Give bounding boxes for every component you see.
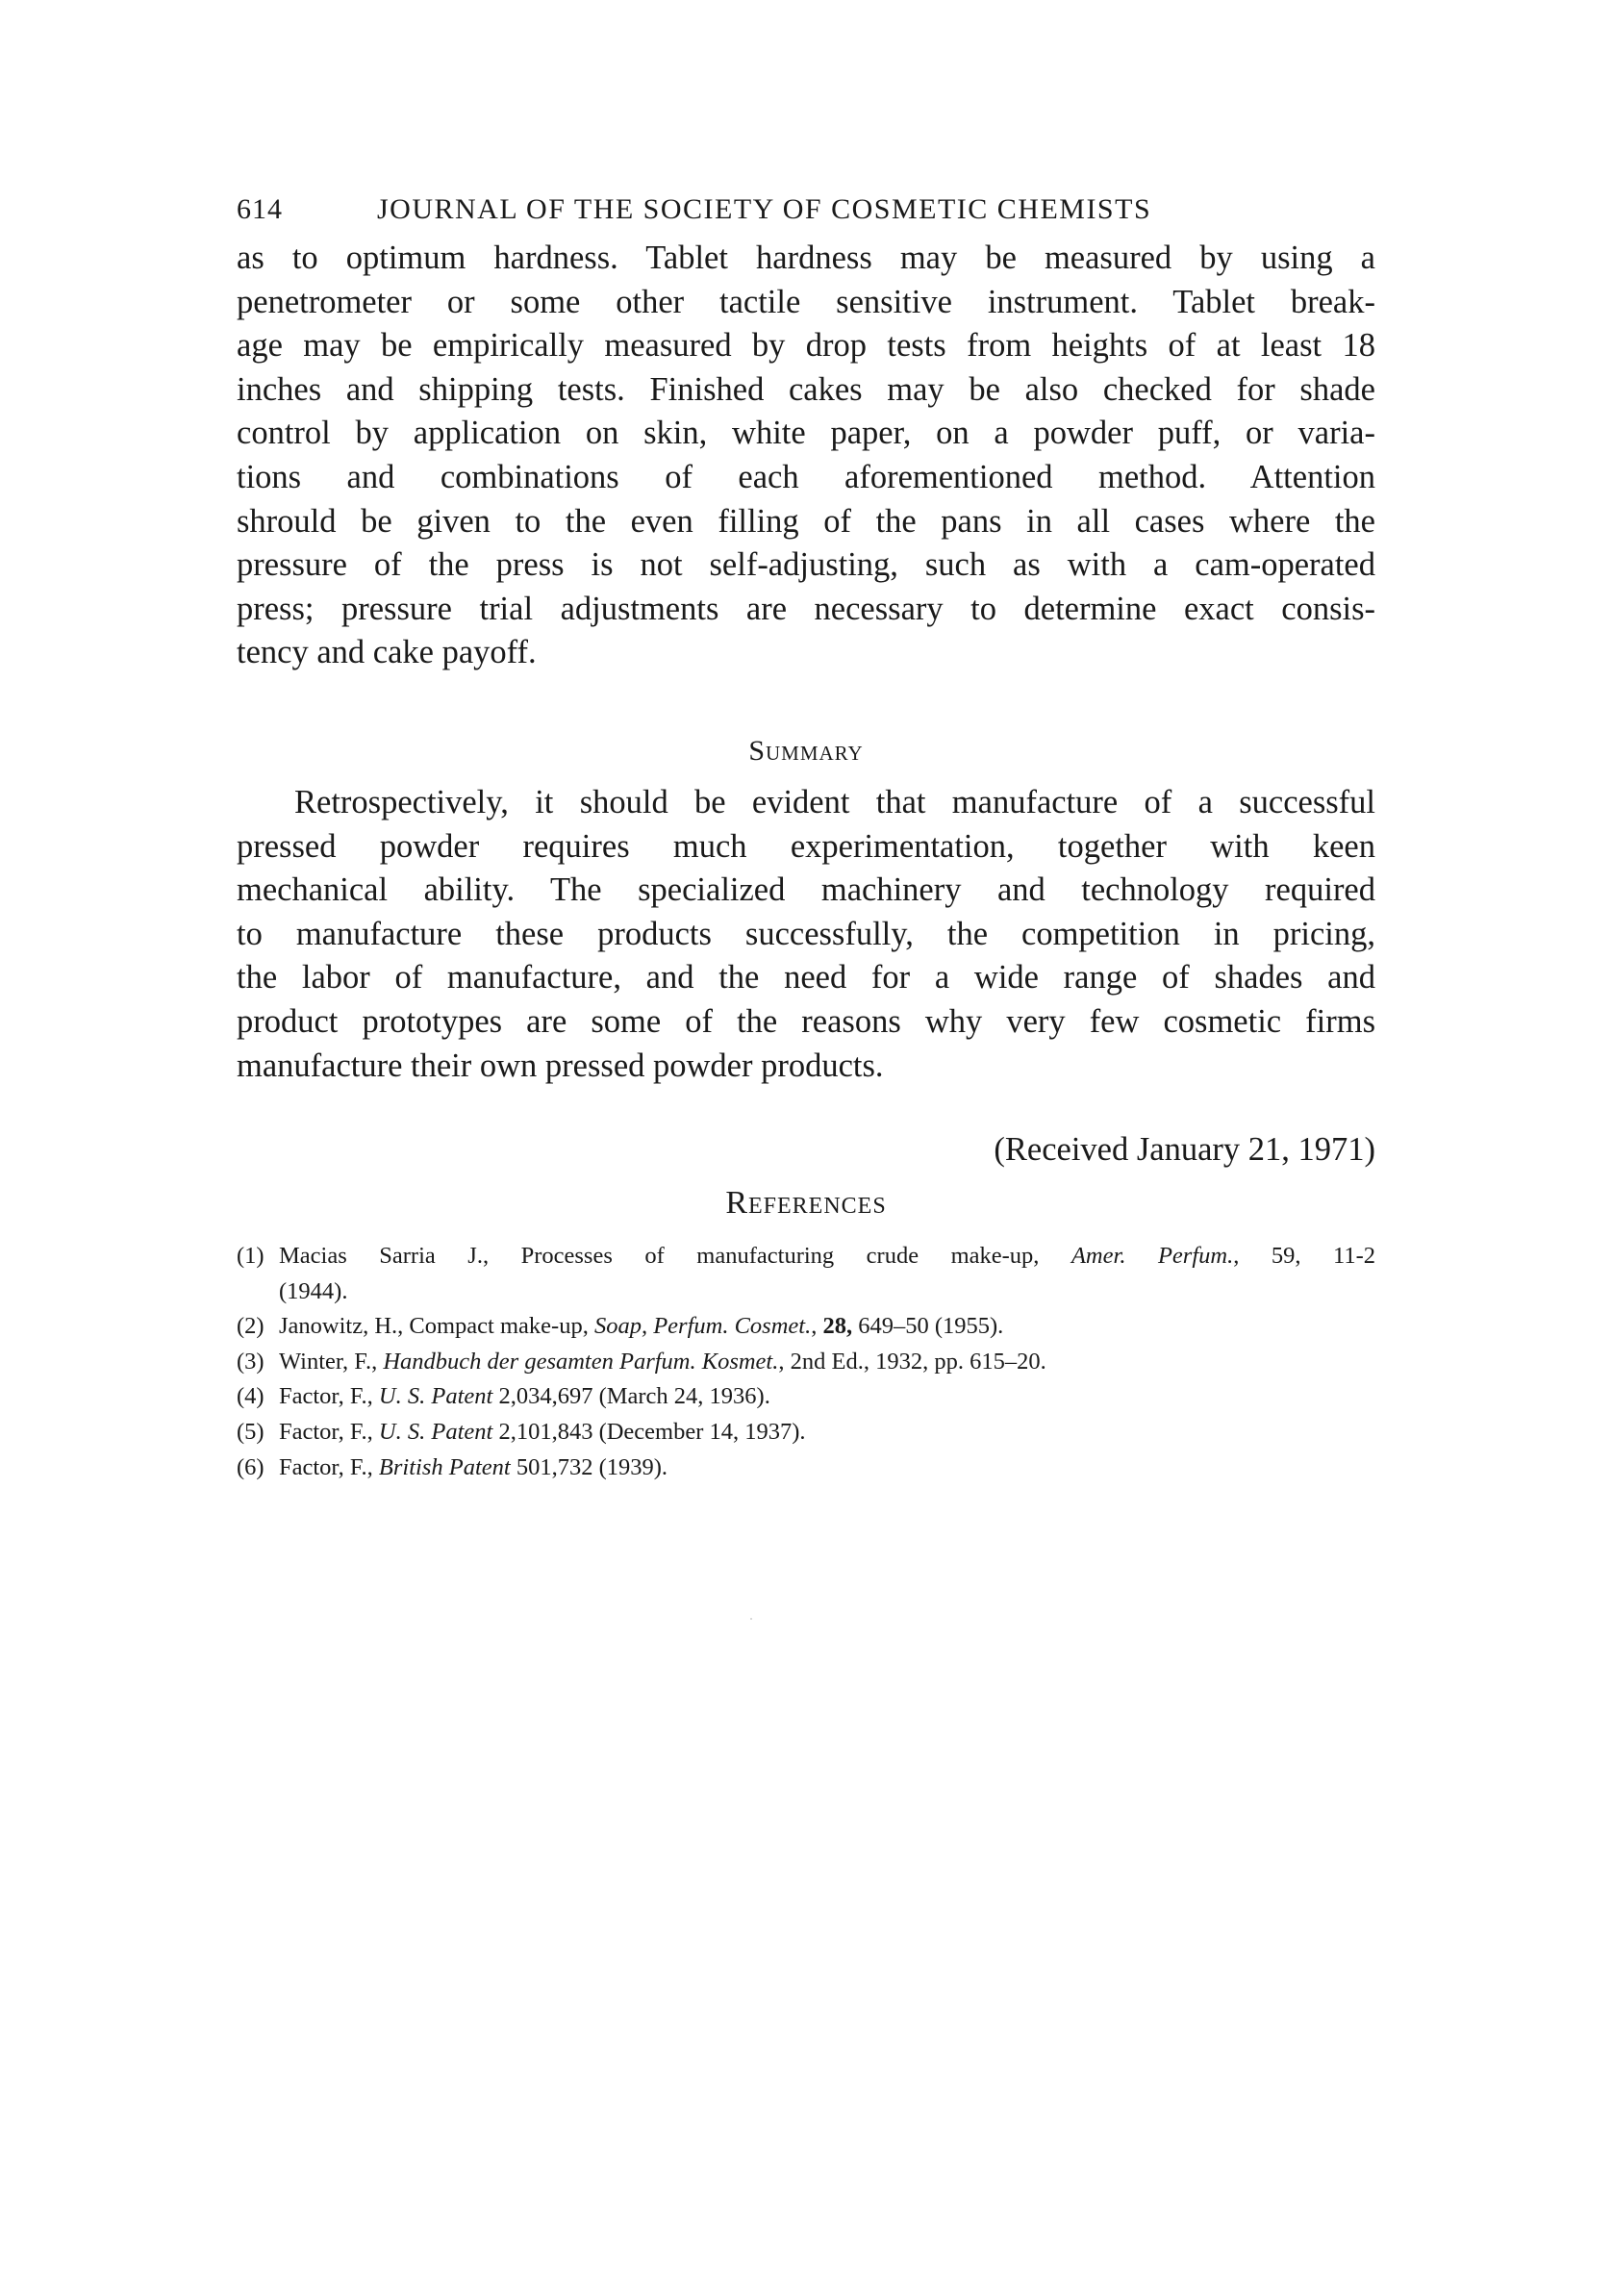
book-title: Handbuch der gesamten Parfum. Kosmet. <box>383 1348 779 1375</box>
reference-item <box>237 1239 1375 1309</box>
volume-number: 28, <box>822 1313 853 1340</box>
reference-text: Factor, F., British Patent 501,732 (1939). <box>279 1453 668 1480</box>
reference-text: Janowitz, H., Compact make-up, Soap, Perfum. Cosmet., 28, 649–50 (1955). <box>279 1313 1004 1340</box>
text-line: shrould be given to the even filling of the pans in all cases where the <box>237 502 1375 540</box>
references-heading: References <box>725 1185 887 1221</box>
reference-item <box>237 1415 1375 1451</box>
patent-type: U. S. Patent <box>378 1418 493 1445</box>
reference-number: (4) <box>237 1383 264 1410</box>
journal-title: JOURNAL OF THE SOCIETY OF COSMETIC CHEMISTS <box>377 193 1152 225</box>
reference-number: (1) <box>237 1243 264 1269</box>
reference-number: (3) <box>237 1348 264 1375</box>
text-line: age may be empirically measured by drop tests from heights of at least 18 <box>237 327 1375 365</box>
text-line: to manufacture these products successfully, the competition in pricing, <box>237 915 1375 952</box>
text-line: tency and cake payoff. <box>237 634 537 671</box>
text-line: pressure of the press is not self-adjusting, such as with a cam-operated <box>237 546 1375 584</box>
scan-artifact <box>750 1618 752 1620</box>
journal-name: Soap, Perfum. Cosmet. <box>593 1313 812 1340</box>
reference-number: (2) <box>237 1313 264 1340</box>
reference-number: (6) <box>237 1453 264 1480</box>
text-line: Retrospectively, it should be evident that manufacture of a successful <box>294 784 1375 820</box>
running-head <box>237 189 1375 231</box>
reference-text: Factor, F., U. S. Patent 2,101,843 (December 14, 1937). <box>279 1418 806 1445</box>
reference-item <box>237 1345 1375 1380</box>
reference-item <box>237 1451 1375 1486</box>
text-line: penetrometer or some other tactile sensitive instrument. Tablet break- <box>237 283 1375 320</box>
page-number: 614 <box>237 193 283 225</box>
patent-type: U. S. Patent <box>378 1383 493 1410</box>
text-line: as to optimum hardness. Tablet hardness may be measured by using a <box>237 240 1375 276</box>
text-line: mechanical ability. The specialized machinery and technology required <box>237 871 1375 909</box>
journal-name: Amer. Perfum. <box>1070 1243 1234 1269</box>
reference-text: Winter, F., Handbuch der gesamten Parfum. Kosmet., 2nd Ed., 1932, pp. 615–20. <box>279 1348 1046 1375</box>
text-line: tions and combinations of each aforementioned method. Attention <box>237 458 1375 495</box>
reference-item <box>237 1309 1375 1345</box>
summary-heading: Summary <box>748 735 864 767</box>
summary-paragraph <box>237 781 1375 1088</box>
reference-text: Factor, F., U. S. Patent 2,034,697 (March 24, 1936). <box>279 1383 770 1410</box>
received-date: (Received January 21, 1971) <box>994 1131 1375 1168</box>
patent-type: British Patent <box>378 1453 511 1480</box>
reference-text-continued: (1944). <box>279 1277 348 1304</box>
text-line: pressed powder requires much experimentation, together with keen <box>237 827 1375 865</box>
reference-item <box>237 1379 1375 1415</box>
text-line: manufacture their own pressed powder products. <box>237 1047 884 1084</box>
references-list <box>237 1239 1375 1485</box>
text-line: press; pressure trial adjustments are necessary to determine exact consis- <box>237 590 1375 627</box>
reference-number: (5) <box>237 1418 264 1445</box>
text-line: inches and shipping tests. Finished cakes may be also checked for shade <box>237 370 1375 408</box>
reference-text: Macias Sarria J., Processes of manufacturing crude make-up, Amer. Perfum., 59, 11-2 <box>279 1243 1376 1269</box>
text-line: product prototypes are some of the reasons why very few cosmetic firms <box>237 1002 1375 1040</box>
text-line: control by application on skin, white paper, on a powder puff, or varia- <box>237 415 1375 452</box>
body-paragraph-hardness <box>237 237 1375 675</box>
text-line: the labor of manufacture, and the need for a wide range of shades and <box>237 959 1375 997</box>
